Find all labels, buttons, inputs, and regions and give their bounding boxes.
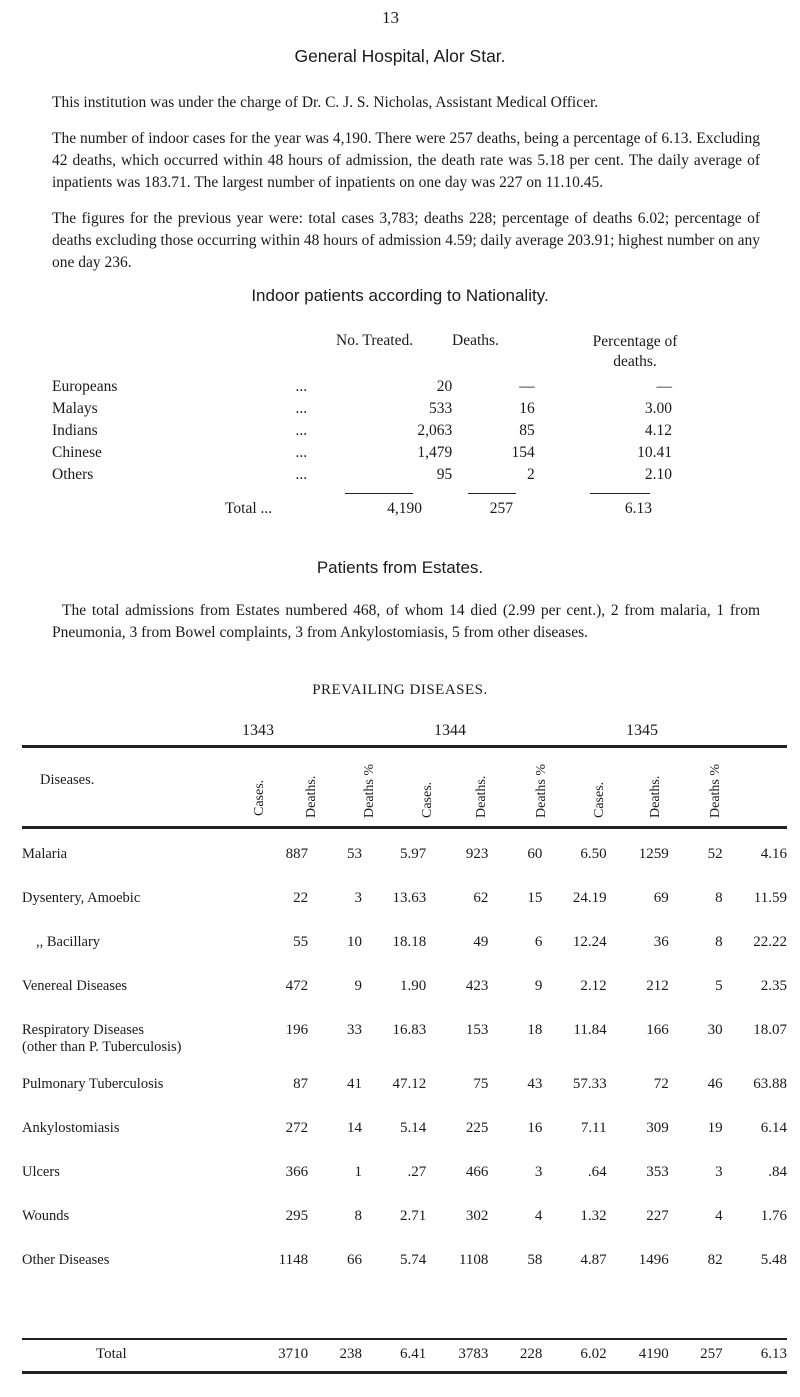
table-cell: 22 (293, 890, 309, 906)
table-cell: 33 (346, 1022, 362, 1038)
table-row (52, 420, 712, 442)
cell-percentage: 3.00 (644, 400, 672, 417)
disease-name (22, 1070, 246, 1114)
disease-name (22, 884, 246, 928)
cell-treated: 95 (436, 466, 453, 483)
disease-name (22, 1158, 246, 1202)
table-cell: 353 (646, 1164, 669, 1180)
total-cell: 3710 (278, 1345, 309, 1362)
table-cell: 52 (707, 846, 723, 862)
table-cell: 2.12 (580, 978, 607, 994)
table-cell: 75 (473, 1076, 489, 1092)
table-cell: 225 (465, 1120, 489, 1136)
cell-treated: 2,063 (417, 422, 453, 439)
year-1345: 1345 (626, 722, 658, 739)
cell-percentage: 2.10 (644, 466, 672, 483)
row-label: Europeans (52, 378, 118, 395)
total-top-rule (22, 1338, 787, 1340)
table-cell: 4.16 (760, 846, 787, 862)
table-cell: 1148 (278, 1252, 309, 1268)
table-cell: 5.14 (399, 1120, 427, 1136)
table-row (22, 884, 787, 928)
diseases-column-header: Diseases. (40, 772, 95, 788)
total-treated: 4,190 (387, 500, 422, 517)
disease-name-text-line2: (other than P. Tuberculosis) (22, 1039, 182, 1055)
estates-paragraph: The total admissions from Estates numbered 468, of whom 14 died (2.99 per cent.), 2 from malaria, 1 from Pneumonia, 3 from Bowel complaints, 3 from Ankylostomiasis, 5 from other diseases. (52, 602, 760, 641)
table-cell: 11.59 (753, 890, 787, 906)
cell-percentage: 10.41 (637, 444, 672, 461)
table-cell: 6 (534, 934, 543, 950)
table-cell: 4.87 (580, 1252, 607, 1268)
header-cases-1345: Cases. (592, 781, 607, 818)
disease-name-text: Other Diseases (22, 1252, 110, 1268)
disease-name (22, 840, 246, 884)
table-cell: 9 (354, 978, 362, 994)
total-deaths: 257 (489, 500, 513, 517)
disease-name-text: Pulmonary Tuberculosis (22, 1076, 164, 1092)
table-cell: 166 (646, 1022, 669, 1038)
row-label: Chinese (52, 444, 102, 461)
table-cell: 24.19 (572, 890, 607, 906)
estates-title: Patients from Estates. (316, 558, 484, 577)
disease-name-text: Ulcers (22, 1164, 60, 1180)
year-1343: 1343 (242, 722, 274, 739)
table-cell: 82 (707, 1252, 723, 1268)
table-row (22, 1070, 787, 1114)
header-deaths-1344: Deaths. (474, 775, 489, 818)
table-cell: 46 (707, 1076, 723, 1092)
table-cell: 58 (527, 1252, 543, 1268)
table-cell: 5.48 (760, 1252, 787, 1268)
total-percentage: 6.13 (624, 500, 652, 517)
diseases-total-table (22, 1342, 787, 1366)
table-row (22, 928, 787, 972)
total-cell: 4190 (638, 1345, 669, 1362)
table-row (22, 1246, 787, 1290)
disease-name-text: Dysentery, Amoebic (22, 890, 141, 906)
table-cell: 9 (534, 978, 543, 994)
header-bottom-rule (22, 826, 787, 829)
total-row-label: Total (96, 1345, 127, 1362)
table-cell: 57.33 (572, 1076, 607, 1092)
cell-deaths: — (519, 378, 535, 395)
total-cell: 228 (519, 1345, 543, 1362)
table-row (22, 972, 787, 1016)
header-deaths-1345: Deaths. (648, 775, 663, 818)
header-deaths-pct-1345: Deaths % (708, 763, 723, 818)
table-cell: 1108 (458, 1252, 489, 1268)
table-cell: 309 (646, 1120, 669, 1136)
disease-name-text: Wounds (22, 1208, 70, 1224)
table-cell: 30 (707, 1022, 723, 1038)
header-cases-1344: Cases. (420, 781, 435, 818)
table-cell: 295 (285, 1208, 309, 1224)
previous-year-paragraph: The figures for the previous year were: total cases 3,783; deaths 228; percentage of deaths 6.02; percentage of deaths excluding those occurring within 48 hours of admission 4.59; daily average 203.91; highest number on any one day 236. (52, 210, 760, 271)
table-row (22, 1202, 787, 1246)
table-cell: 5.74 (399, 1252, 427, 1268)
cell-percentage: 4.12 (644, 422, 672, 439)
cell-deaths: 154 (511, 444, 535, 461)
table-cell: 196 (285, 1022, 309, 1038)
table-cell: 153 (465, 1022, 489, 1038)
page-number: 13 (382, 8, 399, 27)
header-no-treated: No. Treated. (336, 332, 414, 349)
row-label: Malays (52, 400, 98, 417)
nationality-table (52, 376, 712, 486)
table-row (22, 1158, 787, 1202)
table-cell: 1.76 (760, 1208, 787, 1224)
total-row (22, 1342, 787, 1366)
header-deaths: Deaths. (452, 332, 499, 349)
table-row (22, 840, 787, 884)
table-cell: 8 (715, 934, 723, 950)
total-cell: 257 (700, 1345, 723, 1362)
subtotal-rule (590, 493, 650, 494)
table-cell: .27 (407, 1164, 427, 1180)
disease-name-text: Respiratory Diseases (22, 1022, 145, 1038)
table-cell: 11.84 (573, 1022, 607, 1038)
table-cell: 472 (285, 978, 309, 994)
table-cell: 7.11 (580, 1120, 607, 1136)
table-cell: 15 (527, 890, 543, 906)
table-cell: 8 (354, 1208, 362, 1224)
cell-deaths: 16 (519, 400, 535, 417)
table-cell: 2.71 (399, 1208, 427, 1224)
table-cell: 4 (715, 1208, 723, 1224)
row-dots: ... (295, 400, 308, 417)
table-cell: 13.63 (392, 890, 427, 906)
disease-name (22, 1016, 246, 1070)
total-cell: 6.41 (399, 1345, 427, 1362)
table-cell: 60 (527, 846, 543, 862)
table-cell: 10 (346, 934, 362, 950)
table-cell: 1 (354, 1164, 362, 1180)
disease-name (22, 1114, 246, 1158)
table-cell: 41 (346, 1076, 362, 1092)
row-dots: ... (295, 444, 308, 461)
nationality-title: Indoor patients according to Nationality. (251, 286, 549, 305)
table-cell: 63.88 (753, 1076, 787, 1092)
disease-name-text: Venereal Diseases (22, 978, 128, 994)
table-cell: 66 (346, 1252, 362, 1268)
subtotal-rule (468, 493, 516, 494)
table-cell: 5 (715, 978, 723, 994)
table-row (22, 1114, 787, 1158)
table-row (52, 442, 712, 464)
table-bottom-rule (22, 1371, 787, 1374)
table-row (52, 398, 712, 420)
table-cell: 16.83 (392, 1022, 427, 1038)
cell-deaths: 2 (526, 466, 535, 483)
table-cell: 3 (715, 1164, 723, 1180)
row-label: Indians (52, 422, 98, 439)
table-top-rule (22, 745, 787, 748)
total-cell: 3783 (458, 1345, 489, 1362)
header-deaths-pct-1344: Deaths % (534, 763, 549, 818)
cell-deaths: 85 (519, 422, 535, 439)
table-cell: 62 (473, 890, 489, 906)
page-title: General Hospital, Alor Star. (294, 46, 506, 66)
table-cell: 6.14 (760, 1120, 787, 1136)
table-cell: 22.22 (753, 934, 787, 950)
table-cell: 4 (534, 1208, 543, 1224)
table-cell: 227 (646, 1208, 669, 1224)
table-cell: 19 (707, 1120, 723, 1136)
table-cell: 3 (534, 1164, 543, 1180)
cell-treated: 1,479 (417, 444, 453, 461)
disease-name-text: ,, Bacillary (36, 934, 101, 950)
table-cell: 1.32 (580, 1208, 607, 1224)
table-cell: 423 (465, 978, 489, 994)
table-cell: 87 (293, 1076, 309, 1092)
disease-name-text: Malaria (22, 846, 68, 862)
row-dots: ... (295, 466, 308, 483)
table-cell: 1259 (638, 846, 669, 862)
intro-paragraph: This institution was under the charge of Dr. C. J. S. Nicholas, Assistant Medical Officer. (52, 94, 599, 111)
table-cell: 53 (346, 846, 362, 862)
table-cell: 466 (465, 1164, 489, 1180)
diseases-title: PREVAILING DISEASES. (312, 682, 488, 698)
table-row (22, 1016, 787, 1070)
table-cell: 887 (285, 846, 309, 862)
total-label: Total ... (225, 500, 273, 517)
table-cell: 302 (465, 1208, 489, 1224)
table-cell: 6.50 (580, 846, 607, 862)
table-cell: 18.18 (392, 934, 427, 950)
table-cell: 1.90 (399, 978, 427, 994)
cell-treated: 533 (429, 400, 453, 417)
table-cell: 18.07 (753, 1022, 787, 1038)
cell-percentage: — (656, 378, 672, 395)
table-cell: 43 (527, 1076, 543, 1092)
table-cell: 1496 (638, 1252, 669, 1268)
table-cell: 2.35 (760, 978, 787, 994)
disease-name (22, 1202, 246, 1246)
table-cell: 47.12 (392, 1076, 427, 1092)
disease-name (22, 928, 246, 972)
row-label: Others (52, 466, 94, 483)
total-cell: 238 (339, 1345, 362, 1362)
header-percentage: Percentage of deaths. (592, 333, 678, 370)
table-cell: .64 (587, 1164, 607, 1180)
table-cell: 272 (285, 1120, 309, 1136)
disease-name-text: Ankylostomiasis (22, 1120, 120, 1136)
row-dots: ... (295, 378, 308, 395)
table-cell: 18 (527, 1022, 543, 1038)
table-cell: 3 (354, 890, 362, 906)
table-cell: 72 (653, 1076, 669, 1092)
disease-name (22, 972, 246, 1016)
subtotal-rule (345, 493, 413, 494)
table-row (52, 376, 712, 398)
table-cell: 12.24 (572, 934, 607, 950)
table-cell: 36 (653, 934, 669, 950)
total-cell: 6.13 (760, 1345, 787, 1362)
table-cell: 55 (293, 934, 309, 950)
year-1344: 1344 (434, 722, 466, 739)
header-deaths-pct-1343: Deaths % (362, 763, 377, 818)
table-cell: 5.97 (399, 846, 427, 862)
table-cell: 212 (646, 978, 669, 994)
header-deaths-1343: Deaths. (304, 775, 319, 818)
statistics-paragraph: The number of indoor cases for the year was 4,190. There were 257 deaths, being a percentage of 6.13. Excluding 42 deaths, which occurred within 48 hours of admission, the death rate was 5.18 per cent. The daily average of inpatients was 183.71. The largest number of inpatients on one day was 227 on 11.10.45. (52, 130, 760, 191)
table-cell: 366 (285, 1164, 309, 1180)
total-cell: 6.02 (580, 1345, 607, 1362)
cell-treated: 20 (436, 378, 453, 395)
table-cell: .84 (768, 1164, 787, 1180)
diseases-table (22, 840, 787, 1290)
header-cases-1343: Cases. (252, 779, 267, 816)
table-cell: 8 (715, 890, 723, 906)
row-dots: ... (295, 422, 308, 439)
table-cell: 69 (653, 890, 669, 906)
table-cell: 16 (527, 1120, 543, 1136)
table-cell: 14 (346, 1120, 362, 1136)
table-row (52, 464, 712, 486)
table-cell: 49 (473, 934, 489, 950)
disease-name (22, 1246, 246, 1290)
table-cell: 923 (465, 846, 489, 862)
